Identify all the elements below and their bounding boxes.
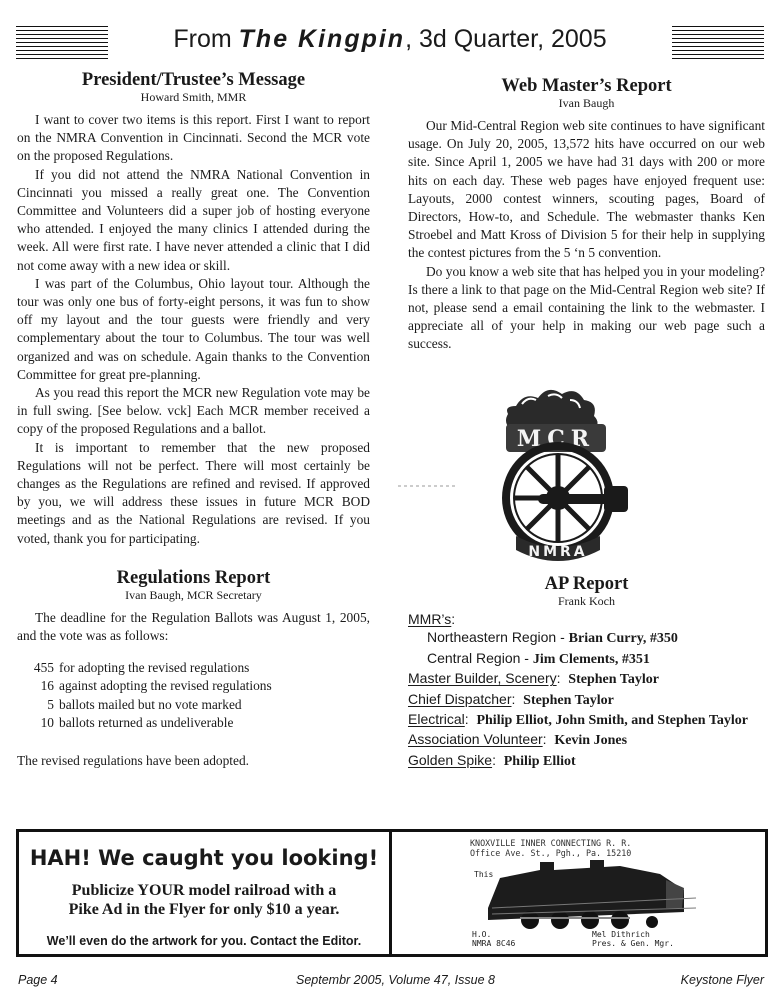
president-title: President/Trustee’s Message (81, 70, 306, 90)
webmaster-title: Web Master’s Report (501, 76, 672, 96)
emblem-bottom-text: NMRA (528, 544, 588, 560)
award-entry: Electrical: Philip Elliot, John Smith, and Stephen Taylor (408, 711, 748, 729)
award-entry: Association Volunteer: Kevin Jones (408, 731, 628, 749)
award-names: Kevin Jones (554, 733, 628, 749)
regulations-byline: Ivan Baugh, MCR Secretary (125, 587, 262, 602)
vote-tally (17, 659, 370, 732)
pike-railroad-name: KNOXVILLE INNER CONNECTING R. R. (470, 838, 632, 848)
right-column (408, 76, 765, 354)
president-paragraph: As you read this report the MCR new Regulation vote may be in full swing. [See below. vck] Each MCR member received a copy of the proposed Regulations and a ballot. (17, 385, 370, 437)
pike-owner-title: Pres. & Gen. Mgr. (592, 939, 674, 948)
president-byline: Howard Smith, MMR (140, 90, 247, 104)
title-prefix: From (173, 25, 239, 53)
award-category: Master Builder, Scenery (408, 670, 557, 687)
page-title (122, 25, 658, 54)
ap-title: AP Report (544, 574, 629, 594)
mmr-region: Northeastern Region - (427, 629, 569, 646)
mmr-colon: : (451, 611, 456, 627)
regulations-closing: The revised regulations have been adopted. (17, 753, 250, 769)
regulations-intro: The deadline for the Regulation Ballots was August 1, 2005, and the vote was as follows: (17, 609, 370, 644)
award-entry: Golden Spike: Philip Elliot (408, 751, 576, 769)
footer-issue: Septembr 2005, Volume 47, Issue 8 (296, 973, 495, 987)
president-paragraph: I want to cover two items is this report. First I want to report on the NMRA Convention in Cincinnati. Second the MCR vote on the proposed Regulations. (17, 112, 370, 164)
award-names: Philip Elliot (503, 753, 576, 769)
tally-row (21, 659, 370, 677)
president-message (17, 70, 370, 548)
award-names: Stephen Taylor (523, 692, 614, 708)
ap-report (408, 574, 765, 771)
left-column (17, 70, 370, 770)
footer-page-number: Page 4 (18, 973, 58, 987)
tally-text: against adopting the revised regulations (59, 678, 272, 694)
tally-text: ballots returned as undeliverable (59, 714, 234, 730)
pike-office: Office Ave. St., Pgh., Pa. 15210 (470, 848, 632, 858)
president-paragraph: It is important to remember that the new proposed Regulations will not be perfect. There will most certainly be changes as the Regulations are refined and revised. If approved by you, we will address these issues in future MCR BOD meetings and as the National Regulations are revised. If you voted, thank you for participating. (17, 439, 370, 546)
tally-count: 455 (33, 660, 54, 676)
title-publication: The Kingpin (238, 25, 406, 53)
ad-footer: We’ll even do the artwork for you. Contact the Editor. (46, 934, 362, 948)
ap-byline: Frank Koch (558, 594, 615, 608)
award-category: Electrical (408, 711, 465, 728)
president-paragraph: I was part of the Columbus, Ohio layout tour. Although the tour was only one bus of forty-eight persons, it was fun to show off my layout and the tour guests were friendly and very complementary about the tour to Columbus. The tour was well organized and was on schedule. Again thanks to the Convention Committee for great pre-planning. (17, 275, 370, 382)
award-names: Stephen Taylor (568, 672, 659, 688)
mmr-region: Central Region - (427, 649, 533, 666)
award-entry: Master Builder, Scenery: Stephen Taylor (408, 670, 659, 688)
tally-count: 10 (40, 714, 54, 730)
title-suffix: , 3d Quarter, 2005 (405, 25, 607, 53)
mmr-entry (408, 628, 765, 648)
webmaster-report (408, 76, 765, 354)
pike-nmra-number: NMRA 8C46 (472, 939, 516, 948)
award-names: Philip Elliot, John Smith, and Stephen Taylor (476, 713, 748, 729)
ad-headline: HAH! We caught you looking! (29, 846, 379, 870)
president-paragraph: If you did not attend the NMRA National Convention in Cincinnati you missed a really great one. The Convention Committee and Volunteers did a super job of hosting everyone who attended. I enjoyed the many clinics I attended during the week. All were first rate. I have never attended a clinic that I did not come away with a new idea or skill. (17, 166, 370, 273)
pike-scale: H.O. (472, 930, 492, 939)
award-entry: Chief Dispatcher: Stephen Taylor (408, 690, 614, 708)
webmaster-paragraph: Our Mid-Central Region web site continues to have significant usage. On July 20, 2005, 13,572 hits have occurred on our web site. Since April 1, 2005 we have had 31 days with 200 or more hits on each day. These web pages have enjoyed frequent use: Layouts, 2000 contest winners, scouting pages, Board of Directors, How-to, and Schedule. The webmaster thanks Ken Stroebel and Matt Kross of Division 5 for their help in supplying the contest pictures from the 5 ‘n 5 convention. (408, 118, 765, 261)
tally-count: 16 (40, 678, 54, 694)
masthead (14, 22, 766, 66)
tally-row (21, 696, 370, 714)
tally-row (21, 714, 370, 732)
tally-row (21, 677, 370, 695)
locomotive-icon (470, 860, 700, 930)
tally-text: for adopting the revised regulations (59, 660, 250, 676)
mmr-name: Brian Curry, #350 (568, 631, 678, 647)
ad-body-line: Pike Ad in the Flyer for only $10 a year. (68, 901, 340, 918)
ad-body (19, 881, 389, 919)
ad-divider (389, 832, 392, 954)
pike-this-label: This (474, 870, 494, 879)
mcr-emblem-icon (398, 386, 668, 566)
award-category: Golden Spike (408, 751, 493, 768)
sample-pike-card (470, 838, 700, 948)
footer-publication: Keystone Flyer (680, 973, 764, 987)
tally-text: ballots mailed but no vote marked (59, 696, 242, 712)
pike-owner-name: Mel Dithrich (592, 930, 650, 939)
award-category: Chief Dispatcher (408, 690, 512, 707)
regulations-report (17, 568, 370, 770)
emblem-top-text: MCR (516, 426, 596, 452)
pike-ho (472, 930, 515, 948)
regulations-title: Regulations Report (116, 567, 271, 588)
ad-body-line: Publicize YOUR model railroad with a (71, 882, 337, 899)
mmr-label: MMR’s (408, 611, 452, 627)
webmaster-paragraph: Do you know a web site that has helped you in your modeling? Is there a link to that page on the Mid-Central Region web site? If not, please send a email containing the link to the webmaster. I appreciate all of your help in making our web page such a success. (408, 263, 765, 352)
tally-count: 5 (47, 696, 54, 712)
header-rule-lines-right (672, 26, 764, 60)
pike-header (470, 838, 700, 858)
mmr-heading (408, 610, 765, 628)
mmr-entry (408, 649, 765, 669)
award-category: Association Volunteer (408, 731, 543, 748)
webmaster-byline: Ivan Baugh (558, 96, 615, 110)
mmr-name: Jim Clements, #351 (532, 651, 650, 667)
pike-owner (592, 930, 674, 948)
header-rule-lines-left (16, 26, 108, 60)
